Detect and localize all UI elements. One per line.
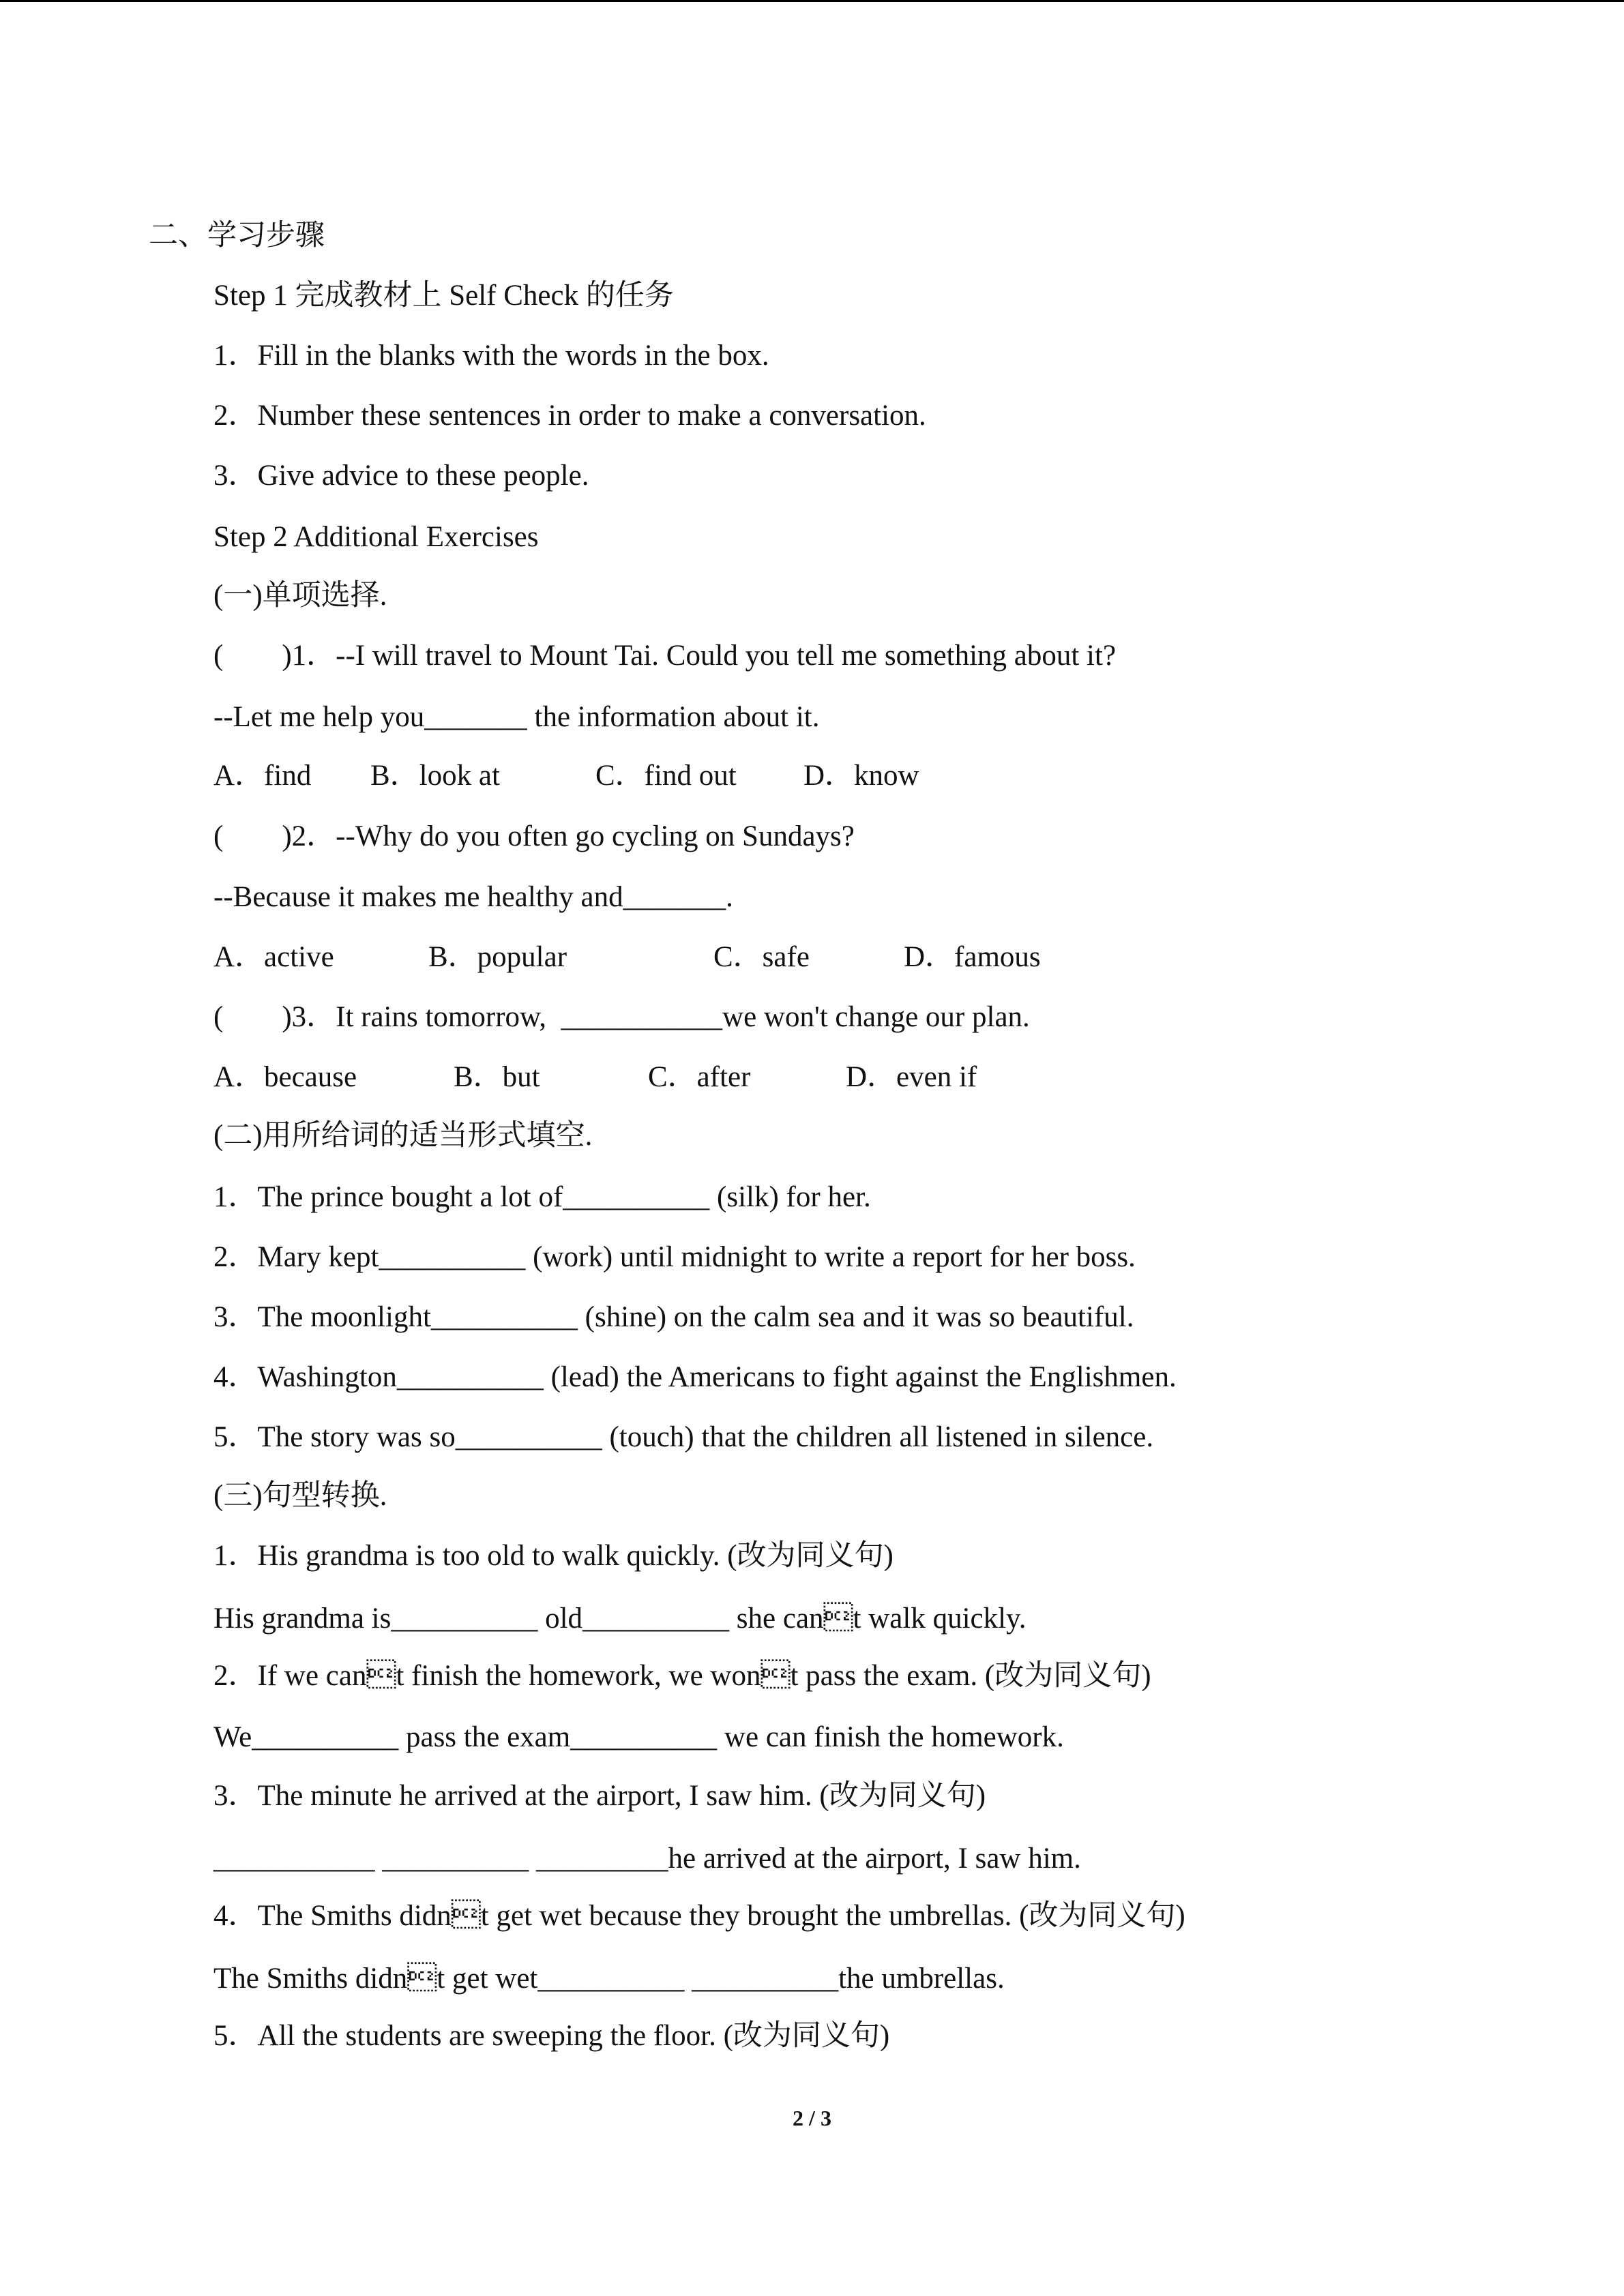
q1-option-d: D．know [803, 760, 919, 792]
section3-line-1: 1．His grandma is too old to walk quickly. (改为同义句) [213, 1540, 894, 1572]
section2-item-1: 1．The prince bought a lot of__________ (silk) for her. [213, 1181, 871, 1213]
q2-line2: --Because it makes me healthy and_______. [213, 881, 733, 913]
q3-stem: ( )3．It rains tomorrow, ___________we won't change our plan. [213, 1001, 1030, 1033]
section-heading: 二、学习步骤 [149, 220, 325, 252]
section2-item-5: 5．The story was so__________ (touch) that the children all listened in silence. [213, 1421, 1154, 1453]
section2-title: (二)用所给词的适当形式填空. [213, 1120, 593, 1152]
section1-title: (一)单项选择. [213, 580, 387, 612]
section3-line-7: 4．The Smiths didnt get wet because they brought the umbrellas. (改为同义句) [213, 1900, 1185, 1932]
q1-option-c: C．find out [595, 760, 737, 792]
section3-title: (三)句型转换. [213, 1480, 387, 1512]
section3-line-2: His grandma is__________ old__________ she cant walk quickly. [213, 1602, 1027, 1635]
step1-item-3: 3．Give advice to these people. [213, 460, 589, 492]
q2-stem: ( )2．--Why do you often go cycling on Sundays? [213, 820, 855, 852]
q2-option-a: A．active [213, 941, 334, 973]
q2-option-b: B．popular [428, 941, 567, 973]
section3-line-3: 2．If we cant finish the homework, we wont pass the exam. (改为同义句) [213, 1660, 1151, 1692]
q3-option-c: C．after [648, 1061, 751, 1093]
step1-item-1: 1．Fill in the blanks with the words in the box. [213, 340, 769, 372]
section2-item-2: 2．Mary kept__________ (work) until midnight to write a report for her boss. [213, 1241, 1136, 1273]
section2-item-3: 3．The moonlight__________ (shine) on the calm sea and it was so beautiful. [213, 1301, 1134, 1333]
page-number: 2 / 3 [793, 2106, 831, 2130]
section3-line-5: 3．The minute he arrived at the airport, I saw him. (改为同义句) [213, 1780, 986, 1812]
section3-line-6: ___________ __________ _________he arrived at the airport, I saw him. [213, 1843, 1081, 1875]
step1-title: Step 1 完成教材上 Self Check 的任务 [213, 280, 674, 312]
step1-item-2: 2．Number these sentences in order to make a conversation. [213, 400, 926, 432]
top-border [0, 0, 1624, 2]
section2-item-4: 4．Washington__________ (lead) the Americans to fight against the Englishmen. [213, 1361, 1177, 1393]
q3-option-b: B．but [454, 1061, 540, 1093]
section3-line-9: 5．All the students are sweeping the floor. (改为同义句) [213, 2020, 890, 2052]
q1-option-b: B．look at [370, 760, 500, 792]
q1-line2: --Let me help you_______ the information about it. [213, 701, 820, 733]
q2-option-c: C．safe [713, 941, 810, 973]
section3-line-4: We__________ pass the exam__________ we can finish the homework. [213, 1721, 1064, 1753]
q2-option-d: D．famous [904, 941, 1041, 973]
step2-title: Step 2 Additional Exercises [213, 521, 539, 553]
q1-stem: ( )1．--I will travel to Mount Tai. Could you tell me something about it? [213, 640, 1117, 672]
q1-option-a: A．find [213, 760, 312, 792]
q3-option-a: A．because [213, 1061, 357, 1093]
section3-line-8: The Smiths didnt get wet__________ __________the umbrellas. [213, 1963, 1005, 1995]
q3-option-d: D．even if [846, 1061, 977, 1093]
